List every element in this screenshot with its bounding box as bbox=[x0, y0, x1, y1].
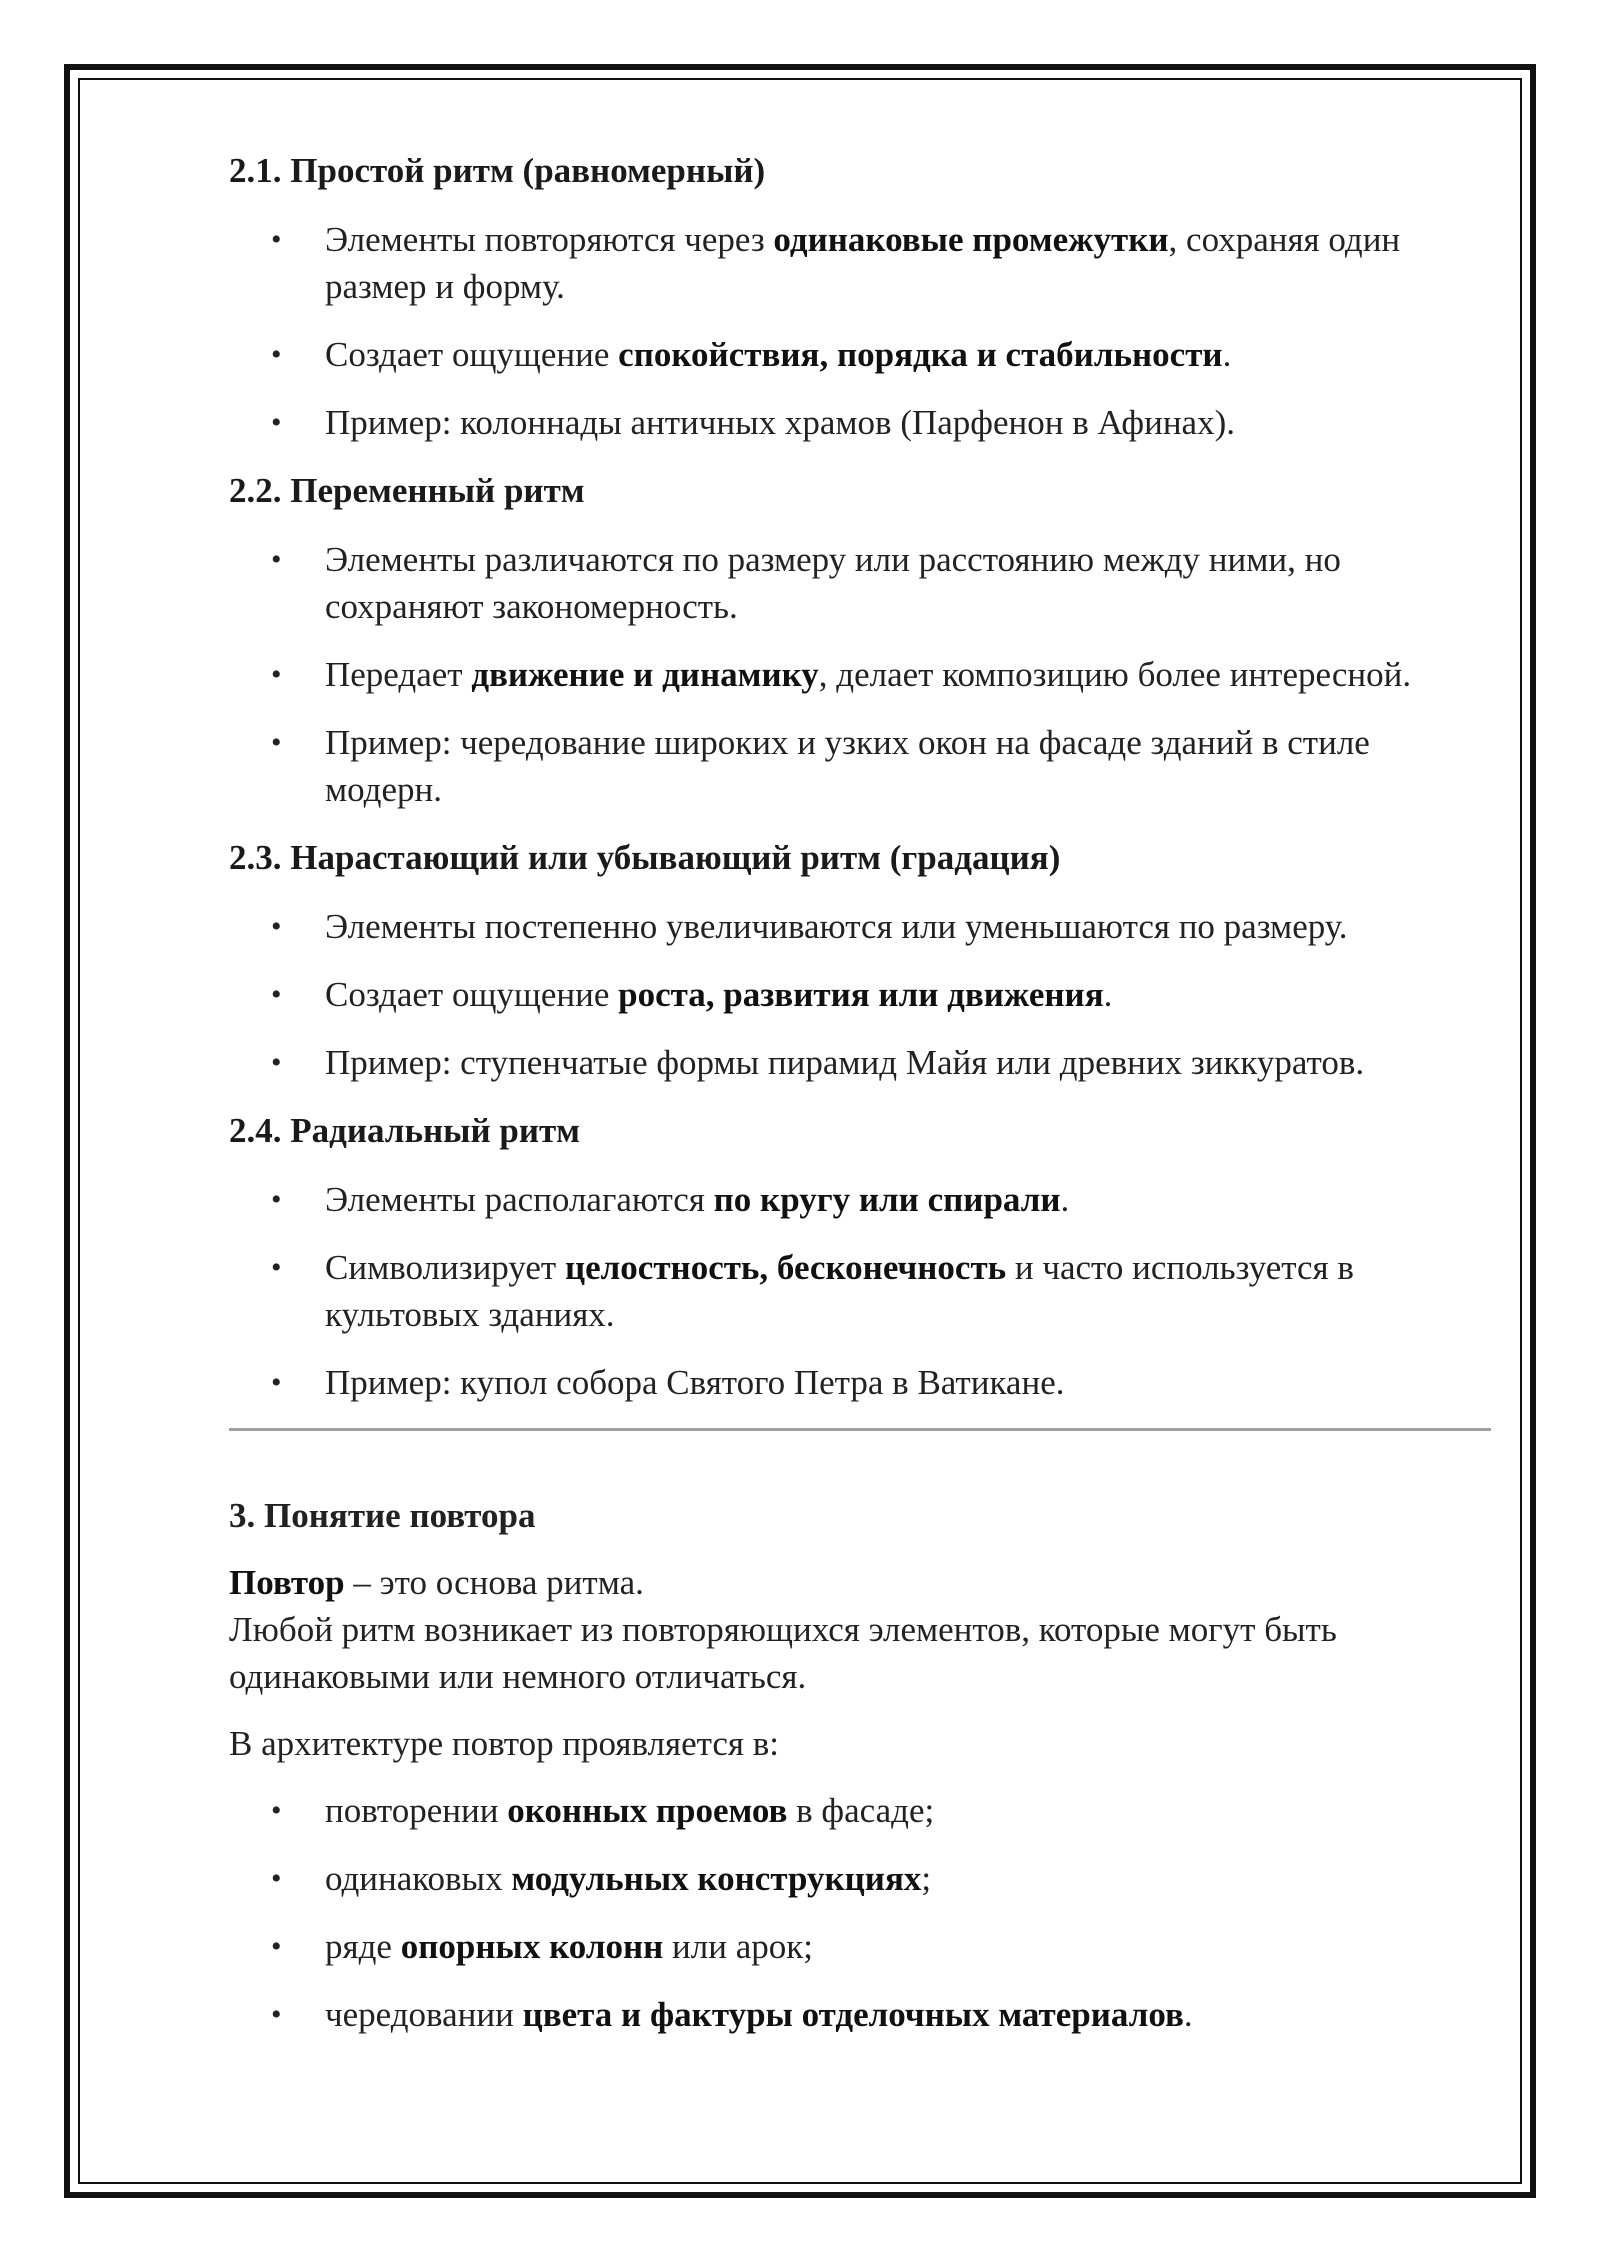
list-item: • Передает движение и динамику, делает композицию более интересной. bbox=[229, 651, 1491, 698]
section-heading: 2.2. Переменный ритм bbox=[229, 471, 585, 510]
definition-term: Повтор bbox=[229, 1563, 345, 1602]
bullet-list bbox=[229, 1176, 1491, 1406]
definition-paragraph: Повтор – это основа ритма. Любой ритм возникает из повторяющихся элементов, которые могут быть одинаковыми или немного отличаться. bbox=[229, 1563, 1337, 1696]
bullet-list bbox=[229, 903, 1491, 1086]
list-item: • Пример: купол собора Святого Петра в Ватикане. bbox=[229, 1359, 1491, 1406]
list-item: • чередовании цвета и фактуры отделочных материалов. bbox=[229, 1991, 1491, 2038]
list-item: • одинаковых модульных конструкциях; bbox=[229, 1855, 1491, 1902]
bullet-list bbox=[229, 536, 1491, 813]
list-item: • Символизирует целостность, бесконечность и часто используется в культовых зданиях. bbox=[229, 1244, 1491, 1338]
section-2-4 bbox=[229, 1108, 1491, 1406]
list-item: • повторении оконных проемов в фасаде; bbox=[229, 1787, 1491, 1834]
bullet-list bbox=[229, 216, 1491, 446]
list-item: • Элементы располагаются по кругу или спирали. bbox=[229, 1176, 1491, 1223]
list-item: • Создает ощущение спокойствия, порядка и стабильности. bbox=[229, 331, 1491, 378]
intro-paragraph: В архитектуре повтор проявляется в: bbox=[229, 1724, 780, 1763]
section-heading: 2.1. Простой ритм (равномерный) bbox=[229, 151, 766, 190]
section-2-3 bbox=[229, 835, 1491, 1086]
section-2-1 bbox=[229, 148, 1491, 446]
list-item: • Пример: чередование широких и узких окон на фасаде зданий в стиле модерн. bbox=[229, 719, 1491, 813]
section-heading: 2.4. Радиальный ритм bbox=[229, 1111, 581, 1150]
horizontal-divider bbox=[229, 1428, 1491, 1431]
section-heading: 2.3. Нарастающий или убывающий ритм (градация) bbox=[229, 838, 1061, 877]
list-item: • Элементы различаются по размеру или расстоянию между ними, но сохраняют закономерность. bbox=[229, 536, 1491, 630]
section-2-2 bbox=[229, 468, 1491, 813]
list-item: • Элементы повторяются через одинаковые промежутки, сохраняя один размер и форму. bbox=[229, 216, 1491, 310]
list-item: • Пример: ступенчатые формы пирамид Майя или древних зиккуратов. bbox=[229, 1039, 1491, 1086]
list-item: • ряде опорных колонн или арок; bbox=[229, 1923, 1491, 1970]
list-item: • Пример: колоннады античных храмов (Парфенон в Афинах). bbox=[229, 399, 1491, 446]
section-heading: 3. Понятие повтора bbox=[229, 1496, 536, 1535]
definition-text: Любой ритм возникает из повторяющихся элементов, которые могут быть одинаковыми или немного отличаться. bbox=[229, 1610, 1337, 1696]
section-3 bbox=[229, 1493, 1491, 2038]
document-body bbox=[229, 148, 1491, 2060]
bullet-list bbox=[229, 1787, 1491, 2038]
list-item: • Создает ощущение роста, развития или движения. bbox=[229, 971, 1491, 1018]
list-item: • Элементы постепенно увеличиваются или уменьшаются по размеру. bbox=[229, 903, 1491, 950]
